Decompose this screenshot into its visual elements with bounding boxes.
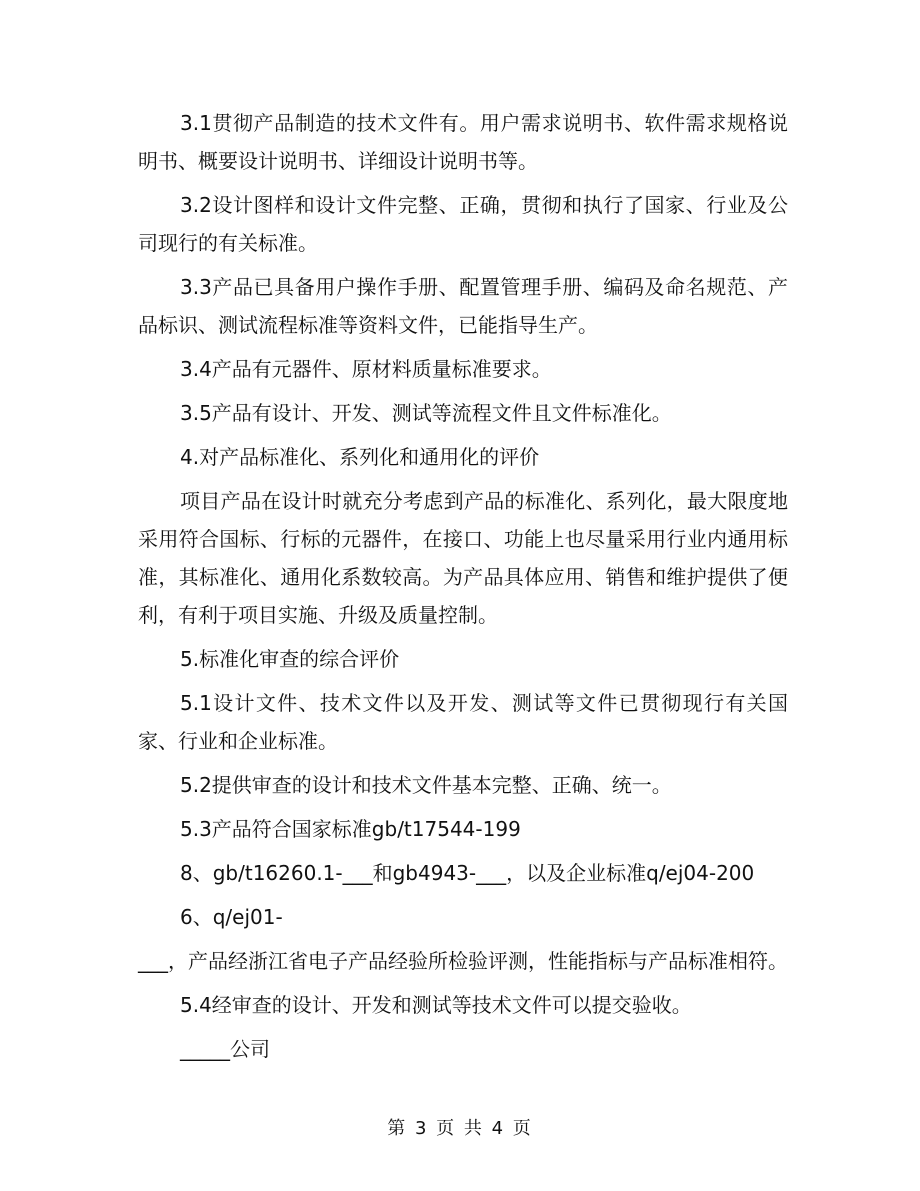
paragraph-3-1: 3.1贯彻产品制造的技术文件有。用户需求说明书、软件需求规格说明书、概要设计说明书、详细设计说明书等。 [138, 111, 788, 173]
paragraph-4-body: 项目产品在设计时就充分考虑到产品的标准化、系列化，最大限度地采用符合国标、行标的元器件，在接口、功能上也尽量采用行业内通用标准，其标准化、通用化系数较高。为产品具体应用、销售和维护提供了便利，有利于项目实施、升级及质量控制。 [138, 489, 788, 627]
paragraph-5-2: 5.2提供审查的设计和技术文件基本完整、正确、统一。 [180, 773, 672, 797]
section-heading-5: 5.标准化审查的综合评价 [180, 647, 400, 671]
page-number-footer: 第 3 页 共 4 页 [387, 1118, 533, 1139]
paragraph-5-3-cont-2: 6、q/ej01- [180, 905, 283, 929]
paragraph-5-4: 5.4经审查的设计、开发和测试等技术文件可以提交验收。 [180, 993, 692, 1017]
section-heading-4: 4.对产品标准化、系列化和通用化的评价 [180, 445, 540, 469]
paragraph-5-3-cont-3: ___，产品经浙江省电子产品经验所检验评测，性能指标与产品标准相符。 [138, 949, 788, 973]
paragraph-3-3: 3.3产品已具备用户操作手册、配置管理手册、编码及命名规范、产品标识、测试流程标准等资料文件，已能指导生产。 [138, 275, 788, 337]
paragraph-3-4: 3.4产品有元器件、原材料质量标准要求。 [180, 357, 552, 381]
paragraph-5-3: 5.3产品符合国家标准gb/t17544-199 [180, 817, 521, 841]
paragraph-3-5: 3.5产品有设计、开发、测试等流程文件且文件标准化。 [180, 401, 672, 425]
company-signature-line: _____公司 [180, 1037, 270, 1061]
document-body [138, 104, 788, 1074]
paragraph-5-3-cont-1: 8、gb/t16260.1-___和gb4943-___，以及企业标准q/ej04-200 [180, 861, 755, 885]
paragraph-5-1: 5.1设计文件、技术文件以及开发、测试等文件已贯彻现行有关国家、行业和企业标准。 [138, 691, 788, 753]
paragraph-3-2: 3.2设计图样和设计文件完整、正确，贯彻和执行了国家、行业及公司现行的有关标准。 [138, 193, 788, 255]
